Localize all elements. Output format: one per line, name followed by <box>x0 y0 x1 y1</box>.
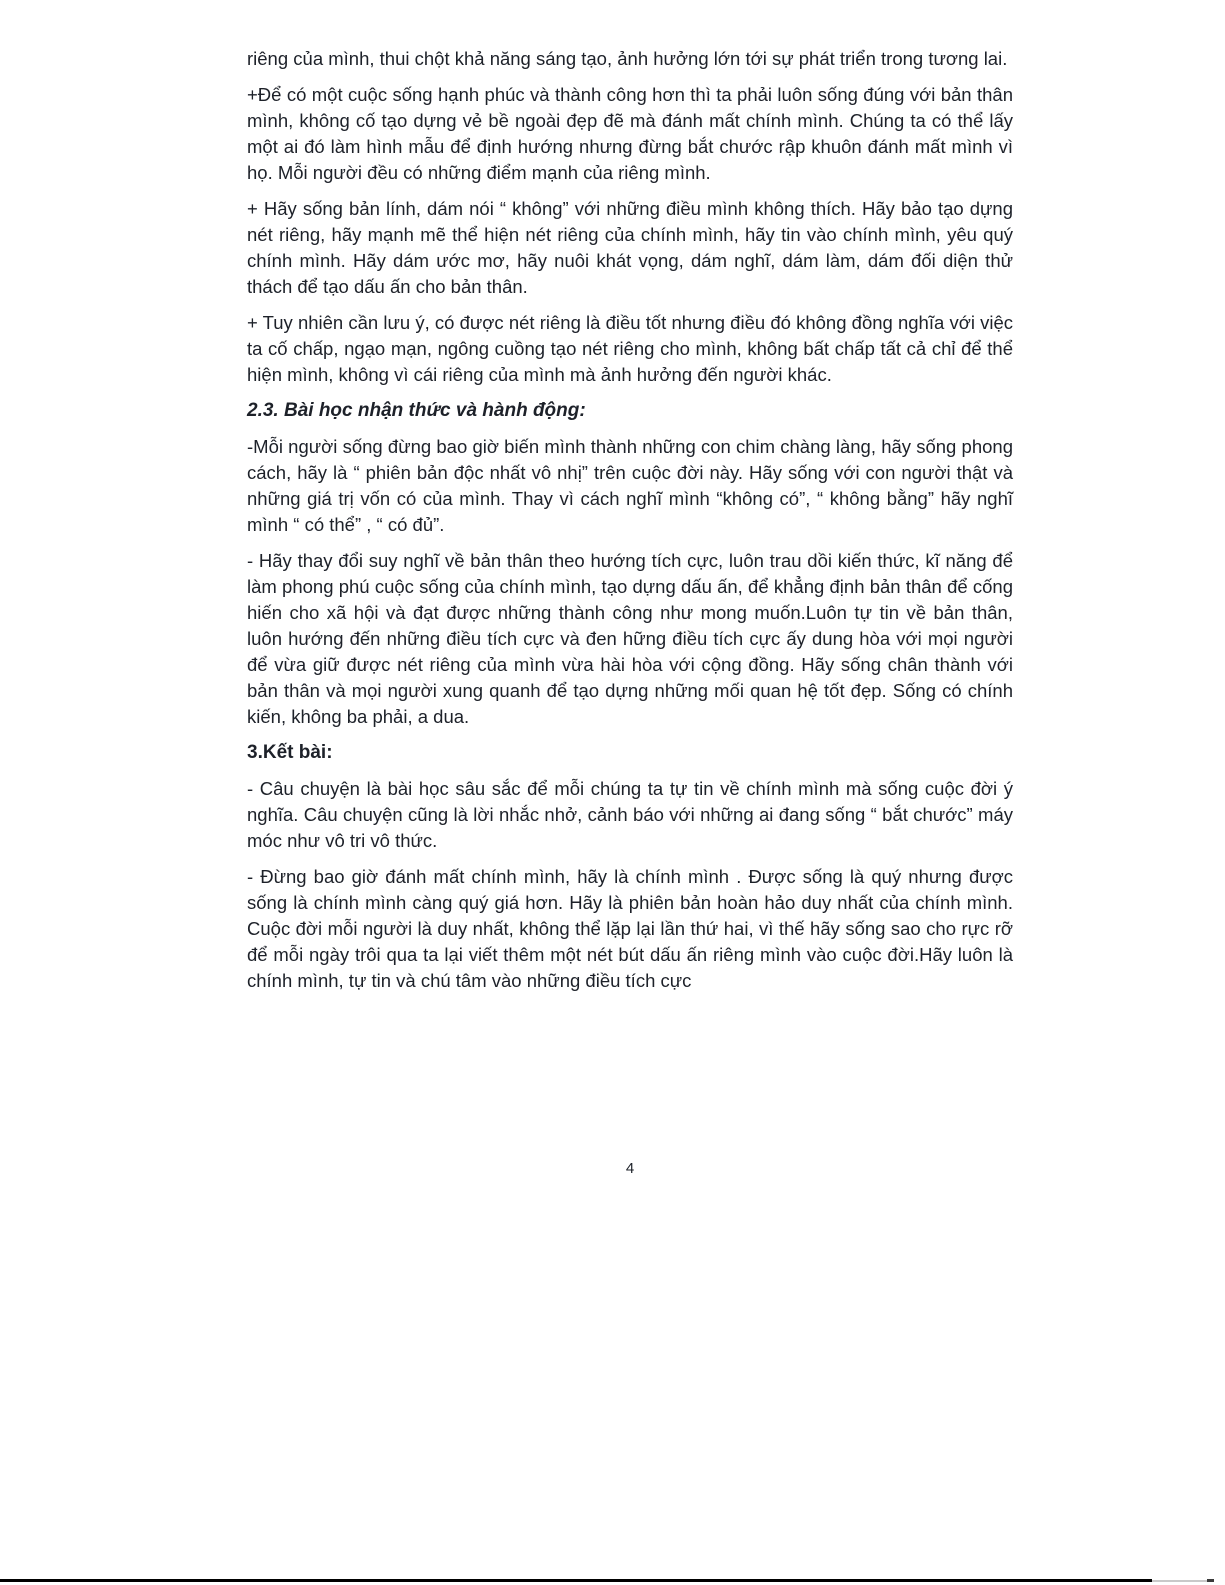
paragraph-tuy-nhien: + Tuy nhiên cần lưu ý, có được nét riêng là điều tốt nhưng điều đó không đồng nghĩa với việc ta cố chấp, ngạo mạn, ngông cuồng tạo nét riêng cho mình, không bất chấp tất cả chỉ để thể hiện mình, không vì cái riêng của mình mà ảnh hưởng đến người khác. <box>247 312 1013 385</box>
paragraph-continuation: riêng của mình, thui chột khả năng sáng tạo, ảnh hưởng lớn tới sự phát triển trong tương lai. <box>247 48 1008 69</box>
document-body <box>247 46 1013 1004</box>
bottom-border-bar <box>0 1579 1152 1582</box>
section-heading-ket-bai: 3.Kết bài: <box>247 742 333 763</box>
page-number: 4 <box>625 1160 635 1177</box>
section-heading-2-3: 2.3. Bài học nhận thức và hành động: <box>247 400 586 421</box>
paragraph-dung-bao-gio: - Đừng bao giờ đánh mất chính mình, hãy là chính mình . Được sống là quý nhưng được sống là chính mình càng quý giá hơn. Hãy là phiên bản hoàn hảo duy nhất của chính mình. Cuộc đời mỗi người là duy nhất, không thể lặp lại lần thứ hai, vì thế hãy sống sao cho rực rỡ để mỗi ngày trôi qua ta lại viết thêm một nét bút dấu ấn riêng mình vào cuộc đời.Hãy luôn là chính mình, tự tin và chú tâm vào những điều tích cực <box>247 866 1013 991</box>
paragraph-song-dung: +Để có một cuộc sống hạnh phúc và thành công hơn thì ta phải luôn sống đúng với bản thân mình, không cố tạo dựng vẻ bề ngoài đẹp đẽ mà đánh mất chính mình. Chúng ta có thể lấy một ai đó làm hình mẫu để định hướng nhưng đừng bắt chước rập khuôn đánh mất mình vì họ. Mỗi người đều có những điểm mạnh của riêng mình. <box>247 84 1013 183</box>
paragraph-song-ban-linh: + Hãy sống bản lính, dám nói “ không” với những điều mình không thích. Hãy bảo tạo dựng nét riêng, hãy mạnh mẽ thể hiện nét riêng của chính mình, hãy tin vào chính mình, yêu quý chính mình. Hãy dám ước mơ, hãy nuôi khát vọng, dám nghĩ, dám làm, dám đối diện thử thách để tạo dấu ấn cho bản thân. <box>247 198 1013 297</box>
paragraph-hay-thay-doi: - Hãy thay đổi suy nghĩ về bản thân theo hướng tích cực, luôn trau dồi kiến thức, kĩ năng để làm phong phú cuộc sống của chính mình, tạo dựng dấu ấn, để khẳng định bản thân để cống hiến cho xã hội và đạt được những thành công như mong muốn.Luôn tự tin về bản thân, luôn hướng đến những điều tích cực và đen hững điều tích cực ấy dung hòa với mọi người để vừa giữ được nét riêng của mình vừa hài hòa với cộng đồng. Hãy sống chân thành với bản thân và mọi người xung quanh để tạo dựng những mối quan hệ tốt đẹp. Sống có chính kiến, không ba phải, a dua. <box>247 550 1013 727</box>
paragraph-cau-chuyen: - Câu chuyện là bài học sâu sắc để mỗi chúng ta tự tin về chính mình mà sống cuộc đời ý nghĩa. Câu chuyện cũng là lời nhắc nhở, cảnh báo với những ai đang sống “ bắt chước” máy móc như vô tri vô thức. <box>247 778 1013 851</box>
bottom-border-tick <box>1207 1579 1214 1582</box>
bottom-border-light-segment <box>1152 1580 1207 1582</box>
paragraph-moi-nguoi-song: -Mỗi người sống đừng bao giờ biến mình thành những con chim chàng làng, hãy sống phong cách, hãy là “ phiên bản độc nhất vô nhị” trên cuộc đời này. Hãy sống với con người thật và những giá trị vốn có của mình. Thay vì cách nghĩ mình “không có”, “ không bằng” hãy nghĩ mình “ có thể” , “ có đủ”. <box>247 436 1013 535</box>
